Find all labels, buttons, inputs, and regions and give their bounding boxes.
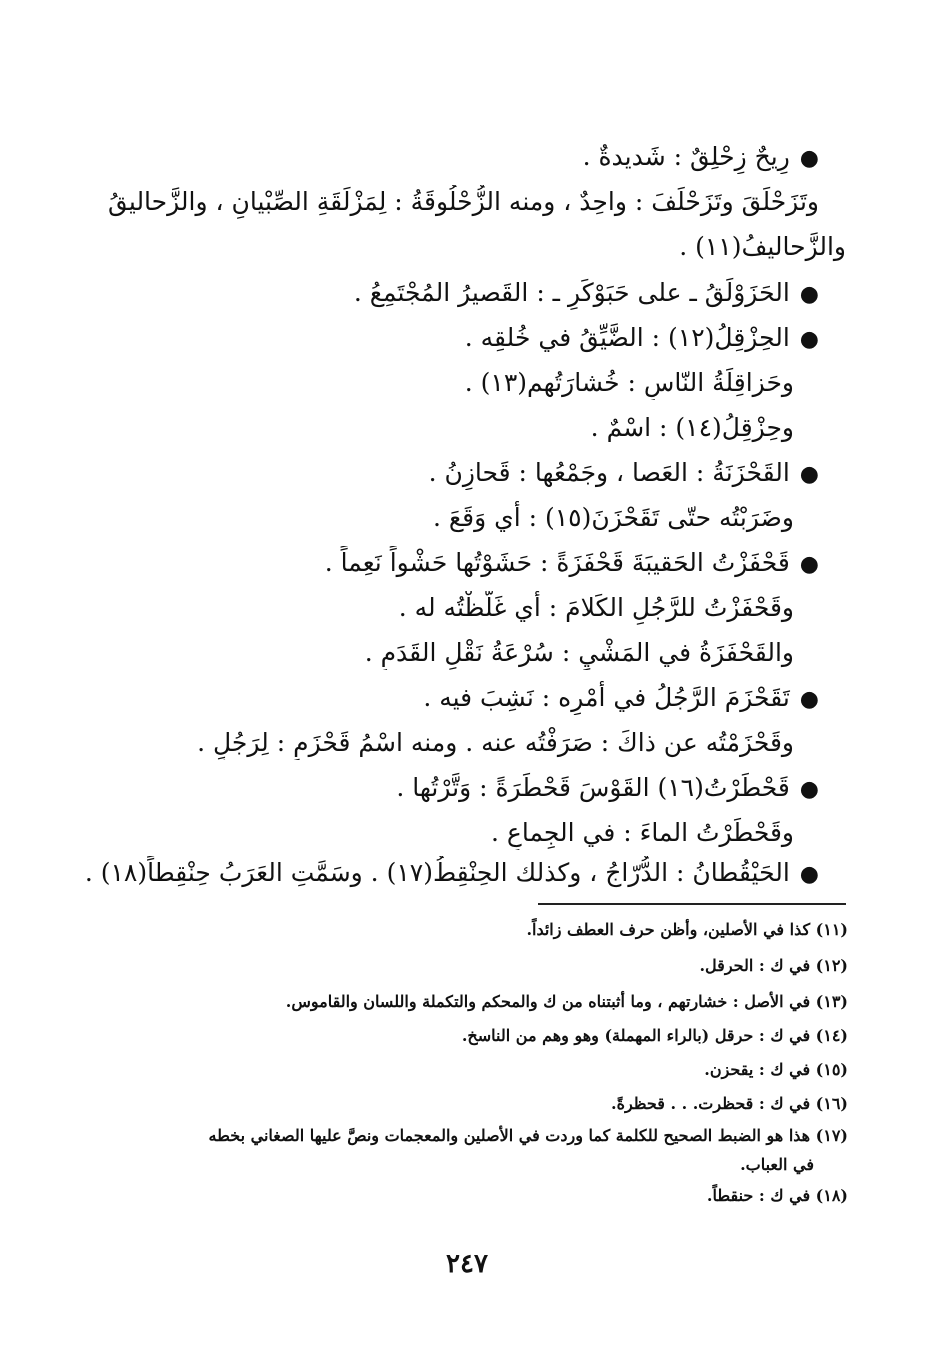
line-text: الحَيْقُطانُ : الدُّرّاجُ ، وكذلك الحِنْقِطُ(١٧) . وسَمَّتِ العَرَبُ حِنْقِطاً(١٨) .	[84, 858, 790, 887]
entry-line	[429, 456, 819, 490]
footnotes	[0, 918, 934, 1218]
entry-line	[85, 856, 819, 890]
line-text: قَحْطَرْتُ(١٦) القَوْسَ قَحْطَرَةً : وَتَّرْتُها .	[396, 773, 790, 802]
footnote: (١٤) في ك : حرقل (بالراء المهملة) وهو وهم من الناسخ.	[461, 1026, 848, 1045]
bullet-icon: ●	[799, 552, 819, 577]
entry-line	[583, 140, 819, 174]
line-text: قَحْفَزْتُ الحَقيبَةَ قَحْفَزَةً : حَشَوْتُها حَشْواً نَعِماً .	[324, 548, 790, 577]
page-number: ٢٤٧	[446, 1249, 488, 1279]
footnote: (١٥) في ك : يقحزن.	[704, 1060, 848, 1079]
entry-line	[679, 230, 846, 264]
bullet-icon: ●	[799, 462, 819, 487]
line-text: وحَزاقِلَةُ النّاسِ : خُشارَتُهم(١٣) .	[464, 368, 794, 397]
line-text: والزَّحاليفُ(١١) .	[679, 232, 846, 261]
line-text: والقَحْفَزَةُ في المَشْيِ : سُرْعَةُ نَقْلِ القَدَمِ .	[364, 638, 794, 667]
bullet-icon: ●	[799, 327, 819, 352]
entry-line	[433, 501, 794, 535]
footnote-divider	[538, 903, 846, 905]
bullet-icon: ●	[799, 687, 819, 712]
bullet-icon: ●	[799, 862, 819, 887]
line-text: القَحْزَنَةُ : العَصا ، وجَمْعُها : قَحازِنُ .	[428, 458, 790, 487]
line-text: وقَحْفَزْتُ للرَّجُلِ الكَلامَ : أي غَلَّظْتُه له .	[398, 593, 794, 622]
entry-line	[491, 816, 794, 850]
footnote: (١١) كذا في الأصلين، وأظن حرف العطف زائداً.	[526, 920, 848, 939]
line-text: الحِزْقِلُ(١٢) : الضَّيِّقُ في خُلقِه .	[464, 323, 790, 352]
entry-line	[108, 185, 819, 219]
footnote: (١٢) في ك : الحرقل.	[699, 956, 848, 975]
footnote: (١٨) في ك : حنقطاً.	[706, 1186, 848, 1205]
entry-line	[399, 591, 794, 625]
footnote: (١٧) هذا هو الضبط الصحيح للكلمة كما وردت في الأصلين والمعجمات ونصَّ عليها الصغاني بخطه	[208, 1126, 848, 1145]
line-text: وحِزْقِلُ(١٤) : اسْمٌ .	[590, 413, 794, 442]
footnote: (١٣) في الأصل : خشارتهم ، وما أثبتناه من ك والمحكم والتكملة واللسان والقاموس.	[285, 992, 848, 1011]
line-text: وضَرَبْتُه حتّى تَقَحْزَنَ(١٥) : أي وَقَعَ .	[432, 503, 794, 532]
main-text	[0, 140, 934, 890]
entry-line	[591, 411, 794, 445]
entry-line	[365, 636, 794, 670]
entry-line	[423, 681, 819, 715]
footnote: في العباب.	[740, 1155, 814, 1174]
bullet-icon: ●	[799, 777, 819, 802]
entry-line	[465, 321, 819, 355]
bullet-icon: ●	[799, 282, 819, 307]
line-text: رِيحٌ زِحْلِقٌ : شَديدةٌ .	[582, 142, 790, 171]
entry-line	[354, 276, 819, 310]
footnote: (١٦) في ك : قحظرت. . . قحظرةً.	[611, 1094, 848, 1113]
entry-line	[396, 771, 819, 805]
entry-line	[465, 366, 794, 400]
bullet-icon: ●	[799, 146, 819, 171]
entry-line	[325, 546, 819, 580]
line-text: الحَزَوْلَقُ ـ على حَبَوْكَرٍ ـ : القَصيرُ المُجْتَمِعُ .	[353, 278, 790, 307]
line-text: وقَحْزَمْتُه عن ذاكَ : صَرَفْتُه عنه . ومنه اسْمُ قَحْزَمٍ : لِرَجُلٍ .	[197, 728, 794, 757]
line-text: وقَحْطَرْتُ الماءَ : في الجِماعِ .	[491, 818, 794, 847]
line-text: تَقَحْزَمَ الرَّجُلُ في أمْرِه : نَشِبَ فيه .	[423, 683, 790, 712]
entry-line	[197, 726, 794, 760]
line-text: وتَزَحْلَقَ وتَزَحْلَفَ : واحِدٌ ، ومنه الزُّحْلُوقَةُ : لِمَزْلَقَةِ الصِّبْيانِ ، والزَّحاليقُ	[108, 187, 819, 216]
